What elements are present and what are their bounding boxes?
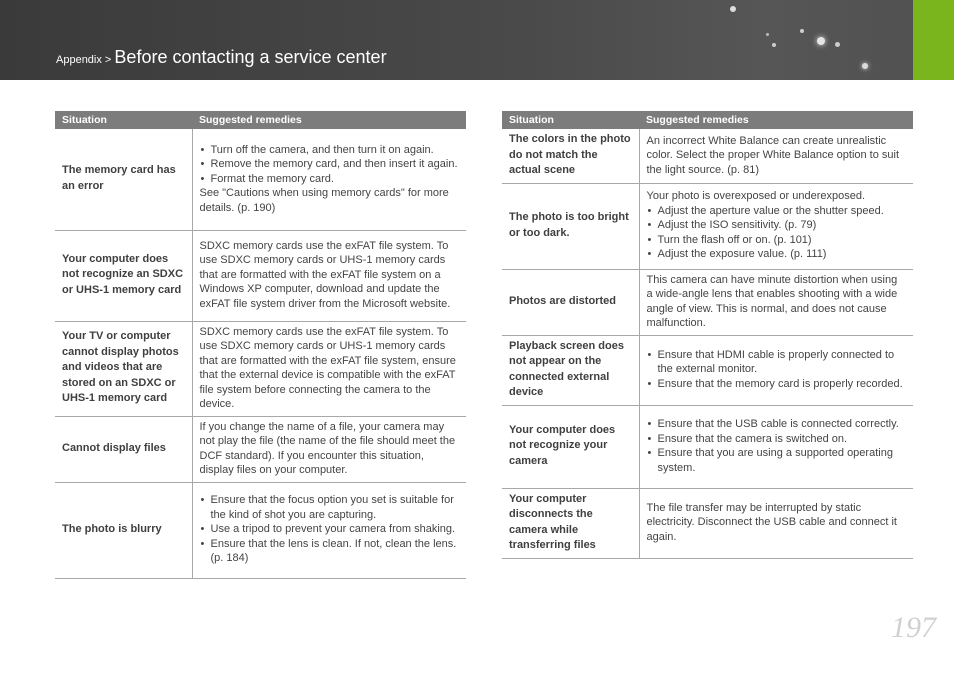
column-header-remedies: Suggested remedies — [639, 111, 913, 129]
sparkle-decoration — [730, 6, 736, 12]
table-row — [502, 129, 913, 183]
situation-cell: Playback screen does not appear on the connected external device — [502, 335, 639, 405]
remedy-item: • Adjust the exposure value. (p. 111) — [647, 247, 907, 262]
remedy-cell: If you change the name of a file, your camera may not play the file (the name of the file should meet the DCF standard). If you encounter this situation, display files on your computer. — [192, 416, 466, 482]
breadcrumb-parent[interactable]: Appendix — [56, 54, 102, 66]
remedy-item: • Ensure that the camera is switched on. — [647, 432, 907, 447]
sparkle-decoration — [835, 42, 840, 47]
remedy-lead: Your photo is overexposed or underexposed. — [646, 190, 866, 203]
situation-cell: The memory card has an error — [55, 129, 192, 230]
situation-cell: Cannot display files — [55, 416, 192, 482]
remedy-item: • Ensure that HDMI cable is properly connected to the external monitor. — [647, 348, 907, 377]
table-row — [55, 230, 466, 321]
table-row — [502, 405, 913, 488]
sparkle-decoration — [766, 33, 769, 36]
sparkle-decoration — [772, 43, 776, 47]
situation-cell: Your computer does not recognize an SDXC or UHS-1 memory card — [55, 230, 192, 321]
table-header-row — [502, 111, 913, 129]
table-row — [502, 269, 913, 335]
table-row — [55, 482, 466, 578]
column-header-remedies: Suggested remedies — [192, 111, 466, 129]
situation-cell: Your TV or computer cannot display photos and videos that are stored on an SDXC or UHS-1 memory card — [55, 321, 192, 416]
situation-cell: Your computer does not recognize your camera — [502, 405, 639, 488]
remedy-cell: This camera can have minute distortion when using a wide-angle lens that enables shooting with a wide angle of view. This is normal, and does not cause malfunction. — [639, 269, 913, 335]
page-header — [0, 0, 954, 80]
column-header-situation: Situation — [502, 111, 639, 129]
remedy-item: • Ensure that the lens is clean. If not, clean the lens. (p. 184) — [200, 537, 460, 566]
remedy-note: See "Cautions when using memory cards" for more details. (p. 190) — [199, 187, 449, 214]
remedy-cell: An incorrect White Balance can create unrealistic color. Select the proper White Balance option to suit the light source. (p. 81) — [639, 129, 913, 183]
remedy-item: • Ensure that the USB cable is connected correctly. — [647, 417, 907, 432]
troubleshooting-table-left — [55, 111, 466, 579]
remedy-list — [647, 417, 907, 475]
column-header-situation: Situation — [55, 111, 192, 129]
sparkle-decoration — [817, 37, 825, 45]
remedy-item: • Turn the flash off or on. (p. 101) — [647, 233, 907, 248]
remedy-item: • Adjust the aperture value or the shutter speed. — [647, 204, 907, 219]
page-number: 197 — [891, 611, 936, 644]
troubleshooting-table-right — [502, 111, 913, 559]
remedy-cell: SDXC memory cards use the exFAT file system. To use SDXC memory cards or UHS-1 memory cards that are formatted with the exFAT file system on a Windows XP computer, download and update the exFAT file system driver from the Microsoft website. — [192, 230, 466, 321]
table-header-row — [55, 111, 466, 129]
remedy-list — [200, 143, 460, 187]
table-row — [55, 129, 466, 230]
situation-cell: The photo is too bright or too dark. — [502, 183, 639, 269]
remedy-list — [200, 493, 460, 566]
remedy-item: • Remove the memory card, and then insert it again. — [200, 157, 460, 172]
remedy-list — [647, 204, 907, 262]
table-row — [502, 183, 913, 269]
table-row — [502, 335, 913, 405]
remedy-item: • Ensure that you are using a supported operating system. — [647, 446, 907, 475]
situation-cell: The colors in the photo do not match the actual scene — [502, 129, 639, 183]
situation-cell: Photos are distorted — [502, 269, 639, 335]
situation-cell: Your computer disconnects the camera while transferring files — [502, 488, 639, 558]
remedy-item: • Turn off the camera, and then turn it on again. — [200, 143, 460, 158]
remedy-cell — [192, 129, 466, 230]
remedy-cell — [192, 482, 466, 578]
situation-cell: The photo is blurry — [55, 482, 192, 578]
breadcrumb — [56, 47, 387, 68]
remedy-item: • Ensure that the focus option you set is suitable for the kind of shot you are capturing. — [200, 493, 460, 522]
table-row — [55, 321, 466, 416]
remedy-item: • Use a tripod to prevent your camera from shaking. — [200, 522, 460, 537]
header-accent-bar — [913, 0, 954, 80]
breadcrumb-separator: > — [101, 54, 115, 66]
table-row — [502, 488, 913, 558]
table-row — [55, 416, 466, 482]
page-title: Before contacting a service center — [114, 47, 387, 67]
remedy-item: • Format the memory card. — [200, 172, 460, 187]
sparkle-decoration — [862, 63, 868, 69]
remedy-list — [647, 348, 907, 392]
remedy-cell — [639, 183, 913, 269]
remedy-cell — [639, 405, 913, 488]
remedy-cell: The file transfer may be interrupted by static electricity. Disconnect the USB cable and connect it again. — [639, 488, 913, 558]
remedy-cell — [639, 335, 913, 405]
remedy-item: • Ensure that the memory card is properly recorded. — [647, 377, 907, 392]
remedy-item: • Adjust the ISO sensitivity. (p. 79) — [647, 218, 907, 233]
remedy-cell: SDXC memory cards use the exFAT file system. To use SDXC memory cards or UHS-1 memory cards that are formatted with the exFAT file system, ensure that the external device is compatible with the exFAT file system before connecting the camera to the device. — [192, 321, 466, 416]
sparkle-decoration — [800, 29, 804, 33]
